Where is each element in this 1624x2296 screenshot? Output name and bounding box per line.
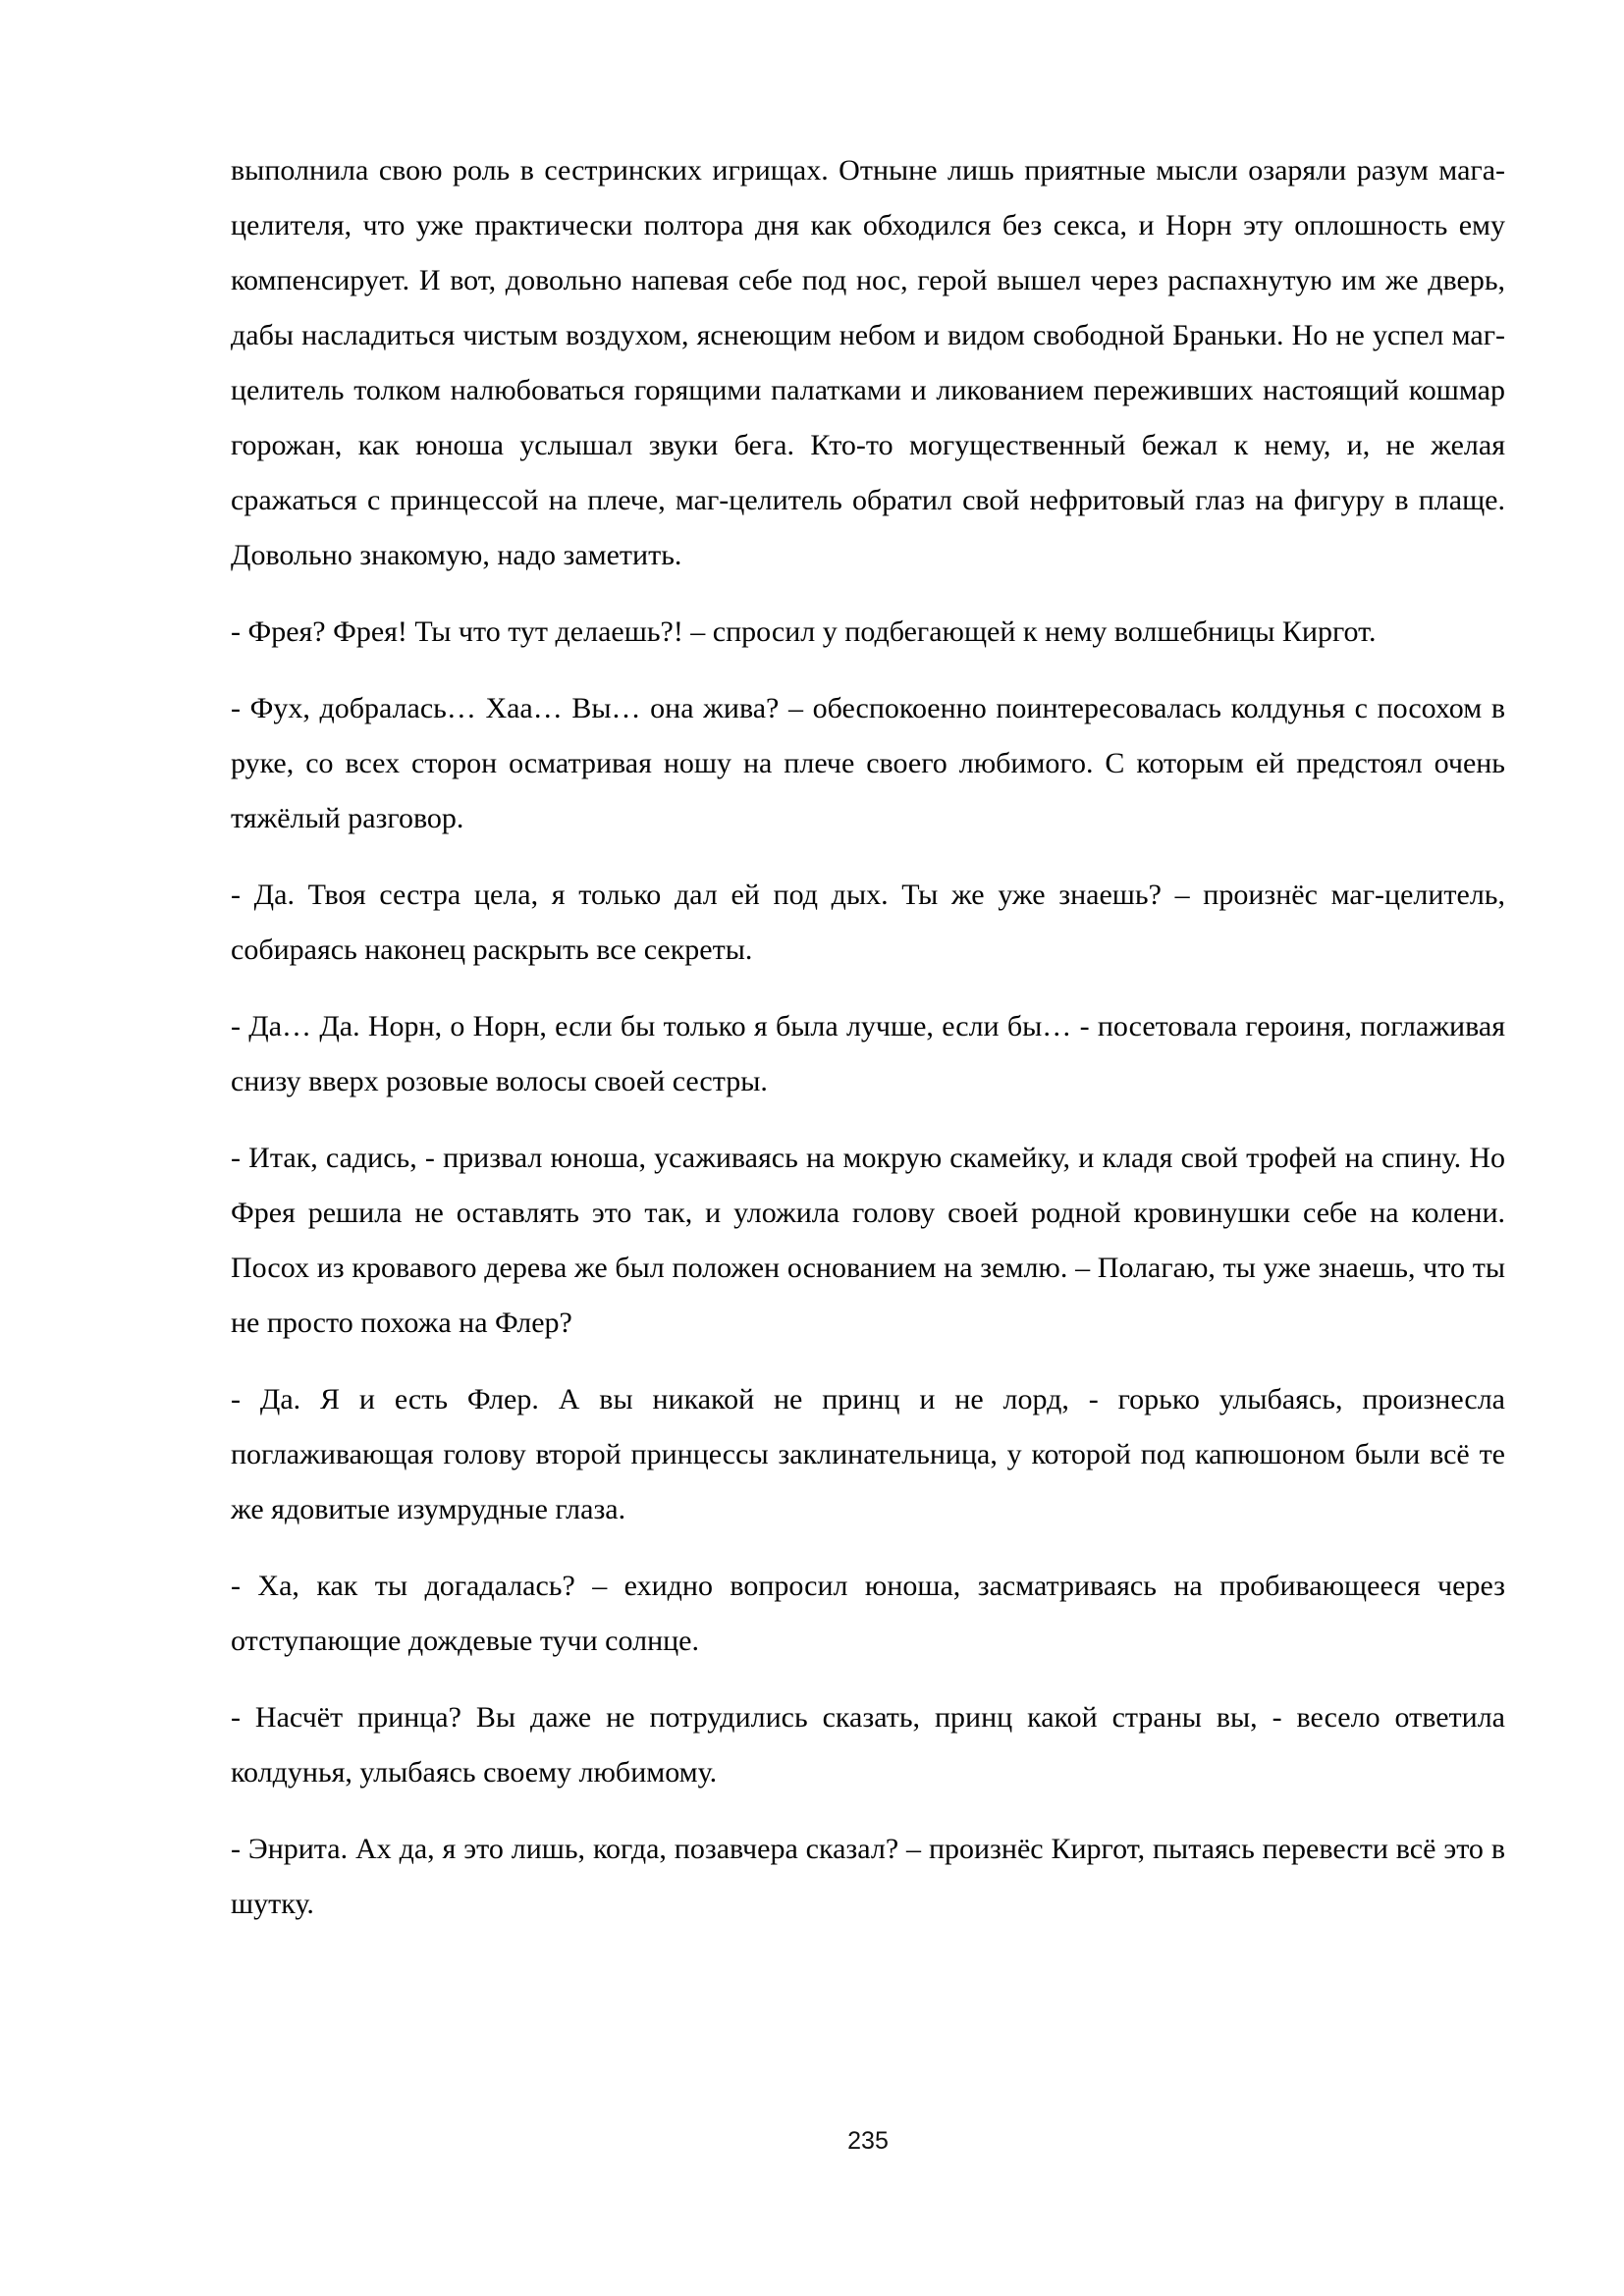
paragraph: - Да… Да. Норн, о Норн, если бы только я была лучше, если бы… - посетовала героиня, поглаживая снизу вверх розовые волосы своей сестры. [231,1010,1505,1097]
paragraph: - Энрита. Ах да, я это лишь, когда, позавчера сказал? – произнёс Киргот, пытаясь перевести всё это в шутку. [231,1833,1505,1920]
paragraph: - Фух, добралась… Хаа… Вы… она жива? – обеспокоенно поинтересовалась колдунья с посохом в руке, со всех сторон осматривая ношу на плече своего любимого. С которым ей предстоял очень тяжёлый разговор. [231,692,1505,834]
paragraph: выполнила свою роль в сестринских игрищах. Отныне лишь приятные мысли озаряли разум мага-целителя, что уже практически полтора дня как обходился без секса, и Норн эту оплошность ему компенсирует. И вот, довольно напевая себе под нос, герой вышел через распахнутую им же дверь, дабы насладиться чистым воздухом, яснеющим небом и видом свободной Браньки. Но не успел маг-целитель толком налюбоваться горящими палатками и ликованием переживших настоящий кошмар горожан, как юноша услышал звуки бега. Кто-то могущественный бежал к нему, и, не желая сражаться с принцессой на плече, маг-целитель обратил свой нефритовый глаз на фигуру в плаще. Довольно знакомую, надо заметить. [231,154,1505,571]
paragraph: - Фрея? Фрея! Ты что тут делаешь?! – спросил у подбегающей к нему волшебницы Киргот. [231,615,1377,648]
paragraph: - Да. Твоя сестра цела, я только дал ей под дых. Ты же уже знаешь? – произнёс маг-целитель, собираясь наконец раскрыть все секреты. [231,879,1505,966]
paragraph: - Да. Я и есть Флер. А вы никакой не принц и не лорд, - горько улыбаясь, произнесла поглаживающая голову второй принцессы заклинательница, у которой под капюшоном были всё те же ядовитые изумрудные глаза. [231,1383,1505,1525]
paragraph: - Ха, как ты догадалась? – ехидно вопросил юноша, засматриваясь на пробивающееся через отступающие дождевые тучи солнце. [231,1570,1505,1657]
paragraph: - Итак, садись, - призвал юноша, усаживаясь на мокрую скамейку, и кладя свой трофей на спину. Но Фрея решила не оставлять это так, и уложила голову своей родной кровинушки себе на колени. Посох из кровавого дерева же был положен основанием на землю. – Полагаю, ты уже знаешь, что ты не просто похожа на Флер? [231,1142,1505,1339]
page-number: 235 [847,2127,889,2155]
text-body [231,143,1505,1953]
paragraph: - Насчёт принца? Вы даже не потрудились сказать, принц какой страны вы, - весело ответила колдунья, улыбаясь своему любимому. [231,1701,1505,1789]
